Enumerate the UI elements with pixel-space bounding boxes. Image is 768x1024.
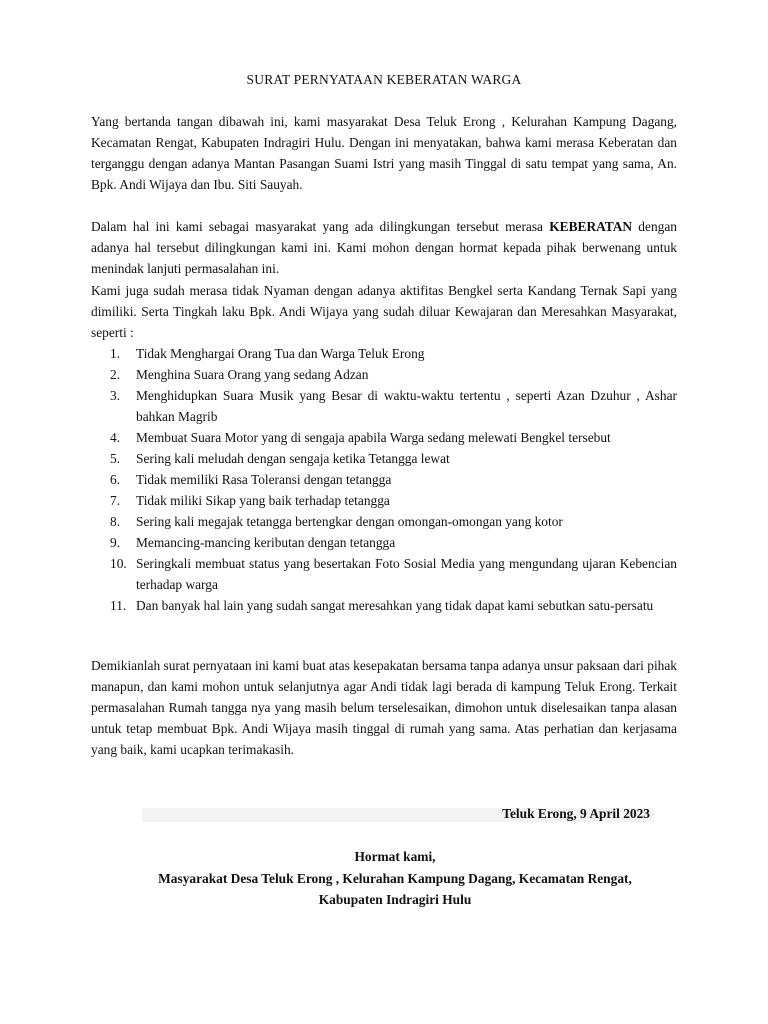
objection-paragraph xyxy=(91,216,677,279)
list-item-number: 2. xyxy=(110,367,121,382)
list-item-number: 6. xyxy=(110,472,121,487)
letter-title: SURAT PERNYATAAN KEBERATAN WARGA xyxy=(246,72,522,87)
list-item-text: Menghidupkan Suara Musik yang Besar di waktu-waktu tertentu , seperti Azan Dzuhur , Ashar bahkan Magrib xyxy=(136,388,677,424)
list-item-number: 1. xyxy=(110,346,121,361)
list-item-number: 11. xyxy=(110,598,127,613)
list-item xyxy=(91,532,677,553)
objection-emphasis: KEBERATAN xyxy=(549,219,633,234)
list-item-number: 7. xyxy=(110,493,121,508)
list-item-text: Dan banyak hal lain yang sudah sangat meresahkan yang tidak dapat kami sebutkan satu-persatu xyxy=(136,598,654,613)
list-item xyxy=(91,553,677,595)
list-item-text: Sering kali megajak tetangga bertengkar dengan omongan-omongan yang kotor xyxy=(136,514,563,529)
complaint-list xyxy=(91,343,677,616)
list-item-number: 3. xyxy=(110,388,121,403)
objection-text-start: Dalam hal ini kami sebagai masyarakat yang ada dilingkungan tersebut merasa xyxy=(91,219,550,234)
list-item-text: Seringkali membuat status yang besertakan Foto Sosial Media yang mengundang ujaran Kebencian terhadap warga xyxy=(136,556,677,592)
list-item-text: Tidak Menghargai Orang Tua dan Warga Teluk Erong xyxy=(136,346,425,361)
list-item-number: 8. xyxy=(110,514,121,529)
complaint-intro-paragraph: Kami juga sudah merasa tidak Nyaman dengan adanya aktifitas Bengkel serta Kandang Ternak Sapi yang dimiliki. Serta Tingkah laku Bpk. Andi Wijaya yang sudah diluar Kewajaran dan Meresahkan Masyarakat, seperti : xyxy=(91,283,677,340)
closing-salutation: Hormat kami, xyxy=(354,849,436,864)
list-item xyxy=(91,385,677,427)
signatory-line-2: Kabupaten Indragiri Hulu xyxy=(318,892,472,907)
list-item xyxy=(91,595,677,616)
list-item-text: Tidak miliki Sikap yang baik terhadap tetangga xyxy=(136,493,390,508)
list-item-text: Menghina Suara Orang yang sedang Adzan xyxy=(136,367,369,382)
list-item xyxy=(91,511,677,532)
list-item-text: Tidak memiliki Rasa Toleransi dengan tetangga xyxy=(136,472,392,487)
list-item xyxy=(91,490,677,511)
list-item-number: 4. xyxy=(110,430,121,445)
list-item xyxy=(91,364,677,385)
closing-paragraph: Demikianlah surat pernyataan ini kami buat atas kesepakatan bersama tanpa adanya unsur paksaan dari pihak manapun, dan kami mohon untuk selanjutnya agar Andi tidak lagi berada di kampung Teluk Erong. Terkait permasalahan Rumah tangga nya yang masih belum terselesaikan, dimohon untuk diselesaikan tanpa alasan untuk tetap membuat Bpk. Andi Wijaya masih tinggal di rumah yang sama. Atas perhatian dan kerjasama yang baik, kami ucapkan terimakasih. xyxy=(91,658,677,757)
list-item-number: 9. xyxy=(110,535,121,550)
list-item-text: Membuat Suara Motor yang di sengaja apabila Warga sedang melewati Bengkel tersebut xyxy=(136,430,611,445)
objection-text-end: dengan adanya hal tersebut dilingkungan kami ini. Kami mohon dengan hormat kepada pihak berwenang untuk menindak lanjuti permasalahan ini. xyxy=(91,219,677,276)
list-item-text: Memancing-mancing keributan dengan tetangga xyxy=(136,535,396,550)
list-item xyxy=(91,448,677,469)
list-item xyxy=(91,469,677,490)
signatory-line-1: Masyarakat Desa Teluk Erong , Kelurahan Kampung Dagang, Kecamatan Rengat, xyxy=(158,871,632,886)
list-item-number: 5. xyxy=(110,451,121,466)
list-item xyxy=(91,343,677,364)
list-item-text: Sering kali meludah dengan sengaja ketika Tetangga lewat xyxy=(136,451,450,466)
place-date: Teluk Erong, 9 April 2023 xyxy=(502,806,650,821)
list-item xyxy=(91,427,677,448)
opening-paragraph: Yang bertanda tangan dibawah ini, kami masyarakat Desa Teluk Erong , Kelurahan Kampung Dagang, Kecamatan Rengat, Kabupaten Indragiri Hulu. Dengan ini menyatakan, bahwa kami merasa Keberatan dan terganggu dengan adanya Mantan Pasangan Suami Istri yang masih Tinggal di satu tempat yang sama, An. Bpk. Andi Wijaya dan Ibu. Siti Sauyah. xyxy=(91,114,677,192)
list-item-number: 10. xyxy=(110,556,127,571)
